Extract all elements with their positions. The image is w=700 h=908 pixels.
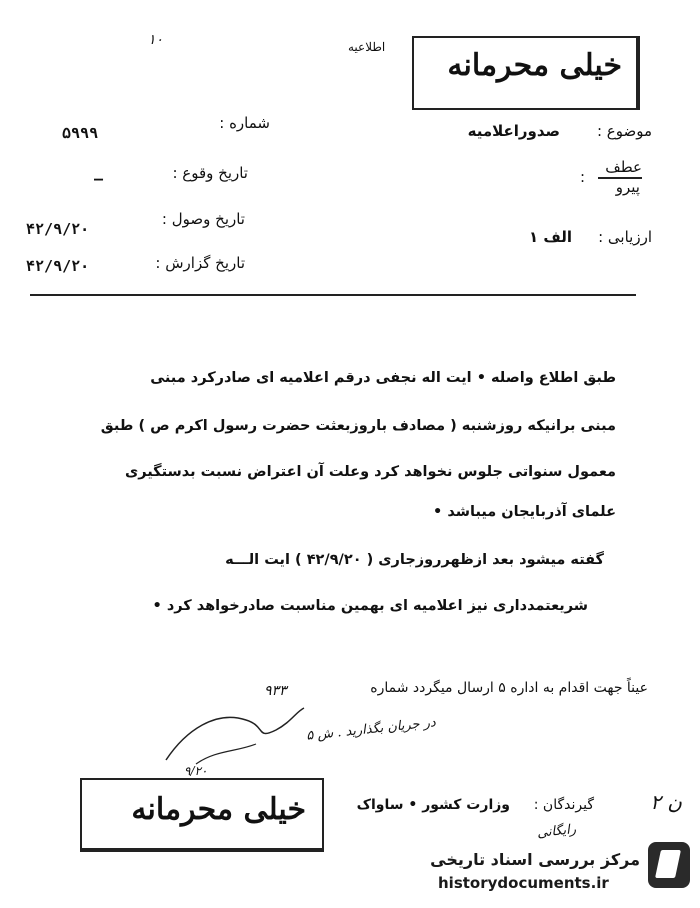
occurrence-date-value: —	[94, 170, 105, 188]
number-label: شماره :	[219, 114, 270, 132]
page-corner-number: ۱۰	[148, 32, 164, 48]
bottom-classification-stamp	[80, 778, 324, 852]
reference-colon: :	[580, 168, 586, 186]
forward-line: عیناً جهت اقدام به اداره ۵ ارسال میگردد شماره	[370, 680, 648, 696]
watermark-logo-icon	[648, 842, 690, 888]
body-line-3: معمول سنواتی جلوس نخواهد کرد وعلت آن اعتراض نسبت بدستگیری	[124, 464, 616, 480]
body-line-5: گفته میشود بعد ازظهرروزجاری ( ۴۲/۹/۲۰ ) ایت الـــه	[225, 552, 604, 568]
handwritten-right-mark: ن ۲	[650, 790, 682, 814]
occurrence-date-label: تاریخ وقوع :	[172, 164, 248, 182]
reference-label: عطف	[605, 158, 642, 176]
report-date-value: ۴۲/۹/۲۰	[26, 257, 90, 275]
body-line-2: مبنی برانیکه روزشنبه ( مصادف باروزبعثت حضرت رسول اکرم ص ) طبق	[100, 418, 616, 434]
handwritten-date: ۹/۲۰	[184, 764, 208, 778]
body-line-4: علمای آذربایجان میباشد •	[433, 504, 616, 520]
subject-value: صدوراعلامیه	[467, 122, 560, 140]
recipients-label: گیرندگان :	[533, 797, 594, 813]
top-stamp-text: خیلی محرمانه	[447, 48, 622, 83]
subject-label: موضوع :	[596, 122, 652, 140]
followup-label: پیرو	[615, 178, 640, 196]
top-classification-stamp	[412, 36, 640, 110]
bottom-stamp-text: خیلی محرمانه	[131, 792, 306, 827]
body-line-6: شریعتمدداری نیز اعلامیه ای بهمین مناسبت صادرخواهد کرد •	[152, 598, 588, 614]
forward-number: ۹۳۳	[264, 683, 287, 699]
watermark-url: historydocuments.ir	[438, 874, 609, 892]
evaluation-label: ارزیابی :	[598, 228, 652, 246]
handwritten-right-name: رایگانی	[536, 821, 577, 842]
body-line-1: طبق اطلاع واصله • ایت اله نجفی درقم اعلامیه ای صادرکرد مبنی	[150, 370, 616, 386]
handwritten-scribble	[156, 700, 306, 770]
handwritten-note: در جریان بگذارید . ش ۵	[305, 715, 437, 744]
number-value: ۵۹۹۹	[62, 124, 99, 142]
evaluation-value: الف ۱	[528, 228, 572, 246]
stamp-small-label: اطلاعیه	[348, 40, 386, 54]
header-divider	[30, 294, 636, 296]
recipients-value: وزارت کشور • ساواک	[356, 797, 510, 813]
watermark-title: مرکز بررسی اسناد تاریخی	[430, 850, 640, 869]
receipt-date-label: تاریخ وصول :	[161, 210, 245, 228]
receipt-date-value: ۴۲/۹/۲۰	[26, 220, 90, 238]
report-date-label: تاریخ گزارش :	[155, 254, 245, 272]
